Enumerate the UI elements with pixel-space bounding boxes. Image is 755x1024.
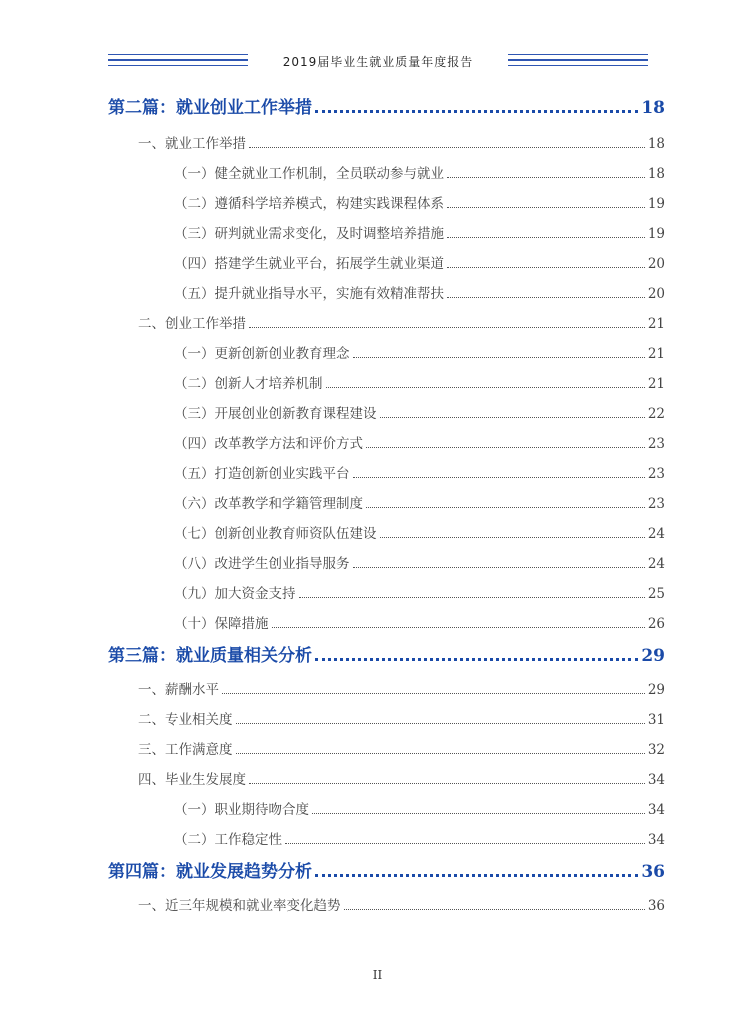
toc-entry-page: 34 <box>647 802 665 818</box>
toc-dot-leader <box>272 626 645 628</box>
toc-entry-page: 18 <box>647 166 665 182</box>
toc-subsection-entry[interactable] <box>174 554 665 572</box>
toc-subsection-entry[interactable] <box>174 164 665 182</box>
toc-dot-leader <box>236 752 645 754</box>
toc-entry-title: （七）创新创业教育师资队伍建设 <box>174 526 377 542</box>
toc-entry-title: （八）改进学生创业指导服务 <box>174 556 350 572</box>
toc-entry-title: 三、工作满意度 <box>138 742 233 758</box>
toc-entry-page: 21 <box>647 346 665 362</box>
toc-entry-page: 21 <box>647 376 665 392</box>
toc-dot-leader <box>299 596 645 598</box>
toc-entry-title: （四）搭建学生就业平台，拓展学生就业渠道 <box>174 256 444 272</box>
toc-entry-page: 22 <box>647 406 665 422</box>
toc-subsection-entry[interactable] <box>174 224 665 242</box>
toc-entry-title: （一）更新创新创业教育理念 <box>174 346 350 362</box>
toc-dot-leader <box>353 476 645 478</box>
toc-dot-leader <box>315 657 638 661</box>
toc-entry-page: 29 <box>647 682 665 698</box>
toc-entry-page: 23 <box>647 436 665 452</box>
toc-section-entry[interactable] <box>138 134 665 152</box>
toc-entry-title: （四）改革教学方法和评价方式 <box>174 436 363 452</box>
toc-entry-page: 20 <box>647 286 665 302</box>
toc-entry-page: 25 <box>647 586 665 602</box>
toc-dot-leader <box>447 236 645 238</box>
toc-dot-leader <box>447 266 645 268</box>
toc-entry-title: （九）加大资金支持 <box>174 586 296 602</box>
toc-dot-leader <box>353 356 645 358</box>
toc-entry-title: 一、就业工作举措 <box>138 136 246 152</box>
toc-chapter-entry[interactable] <box>108 96 665 118</box>
toc-entry-page: 18 <box>647 136 665 152</box>
toc-entry-title: 二、专业相关度 <box>138 712 233 728</box>
toc-entry-page: 34 <box>647 772 665 788</box>
toc-dot-leader <box>366 446 645 448</box>
toc-entry-page: 19 <box>647 226 665 242</box>
toc-subsection-entry[interactable] <box>174 284 665 302</box>
toc-entry-page: 21 <box>647 316 665 332</box>
toc-entry-title: 第二篇：就业创业工作举措 <box>108 98 312 118</box>
toc-subsection-entry[interactable] <box>174 194 665 212</box>
toc-subsection-entry[interactable] <box>174 800 665 818</box>
toc-subsection-entry[interactable] <box>174 524 665 542</box>
toc-dot-leader <box>447 206 645 208</box>
toc-entry-page: 24 <box>647 556 665 572</box>
toc-entry-title: 第三篇：就业质量相关分析 <box>108 646 312 666</box>
toc-entry-page: 32 <box>647 742 665 758</box>
toc-subsection-entry[interactable] <box>174 434 665 452</box>
toc-subsection-entry[interactable] <box>174 404 665 422</box>
toc-dot-leader <box>315 109 638 113</box>
toc-chapter-entry[interactable] <box>108 860 665 882</box>
toc-entry-page: 31 <box>647 712 665 728</box>
toc-dot-leader <box>366 506 645 508</box>
toc-dot-leader <box>249 782 645 784</box>
toc-entry-page: 19 <box>647 196 665 212</box>
toc-entry-title: 第四篇：就业发展趋势分析 <box>108 862 312 882</box>
toc-subsection-entry[interactable] <box>174 830 665 848</box>
toc-dot-leader <box>236 722 645 724</box>
toc-entry-title: 四、毕业生发展度 <box>138 772 246 788</box>
toc-entry-title: 一、近三年规模和就业率变化趋势 <box>138 898 341 914</box>
toc-dot-leader <box>285 842 645 844</box>
toc-entry-title: （三）研判就业需求变化，及时调整培养措施 <box>174 226 444 242</box>
toc-section-entry[interactable] <box>138 710 665 728</box>
toc-subsection-entry[interactable] <box>174 584 665 602</box>
toc-dot-leader <box>447 176 645 178</box>
toc-dot-leader <box>249 146 645 148</box>
toc-dot-leader <box>380 416 645 418</box>
toc-chapter-entry[interactable] <box>108 644 665 666</box>
toc-dot-leader <box>344 908 645 910</box>
toc-subsection-entry[interactable] <box>174 344 665 362</box>
toc-entry-page: 23 <box>647 466 665 482</box>
toc-entry-page: 26 <box>647 616 665 632</box>
toc-dot-leader <box>447 296 645 298</box>
toc-entry-title: （六）改革教学和学籍管理制度 <box>174 496 363 512</box>
toc-dot-leader <box>312 812 645 814</box>
toc-section-entry[interactable] <box>138 770 665 788</box>
toc-entry-page: 29 <box>641 646 665 666</box>
toc-entry-title: 一、薪酬水平 <box>138 682 219 698</box>
toc-subsection-entry[interactable] <box>174 464 665 482</box>
toc-section-entry[interactable] <box>138 314 665 332</box>
toc-section-entry[interactable] <box>138 896 665 914</box>
toc-entry-page: 24 <box>647 526 665 542</box>
toc-subsection-entry[interactable] <box>174 614 665 632</box>
toc-entry-title: 二、创业工作举措 <box>138 316 246 332</box>
toc-section-entry[interactable] <box>138 680 665 698</box>
running-header <box>108 50 648 72</box>
toc-dot-leader <box>326 386 645 388</box>
toc-entry-page: 23 <box>647 496 665 512</box>
toc-entry-title: （一）职业期待吻合度 <box>174 802 309 818</box>
toc-entry-title: （二）遵循科学培养模式，构建实践课程体系 <box>174 196 444 212</box>
toc-entry-title: （三）开展创业创新教育课程建设 <box>174 406 377 422</box>
toc-subsection-entry[interactable] <box>174 374 665 392</box>
header-title: 2019届毕业生就业质量年度报告 <box>282 55 474 69</box>
toc-subsection-entry[interactable] <box>174 494 665 512</box>
toc-section-entry[interactable] <box>138 740 665 758</box>
toc-entry-page: 18 <box>641 98 665 118</box>
toc-entry-title: （二）工作稳定性 <box>174 832 282 848</box>
toc-entry-title: （二）创新人才培养机制 <box>174 376 323 392</box>
page-number: II <box>372 968 383 982</box>
toc-entry-page: 20 <box>647 256 665 272</box>
toc-entry-title: （五）打造创新创业实践平台 <box>174 466 350 482</box>
toc-entry-title: （一）健全就业工作机制，全员联动参与就业 <box>174 166 444 182</box>
toc-dot-leader <box>380 536 645 538</box>
toc-subsection-entry[interactable] <box>174 254 665 272</box>
toc-dot-leader <box>222 692 645 694</box>
toc-dot-leader <box>315 873 638 877</box>
toc-entry-page: 36 <box>641 862 665 882</box>
toc-entry-title: （十）保障措施 <box>174 616 269 632</box>
toc-dot-leader <box>249 326 645 328</box>
toc-entry-page: 34 <box>647 832 665 848</box>
toc-entry-title: （五）提升就业指导水平，实施有效精准帮扶 <box>174 286 444 302</box>
toc-dot-leader <box>353 566 645 568</box>
toc-entry-page: 36 <box>647 898 665 914</box>
